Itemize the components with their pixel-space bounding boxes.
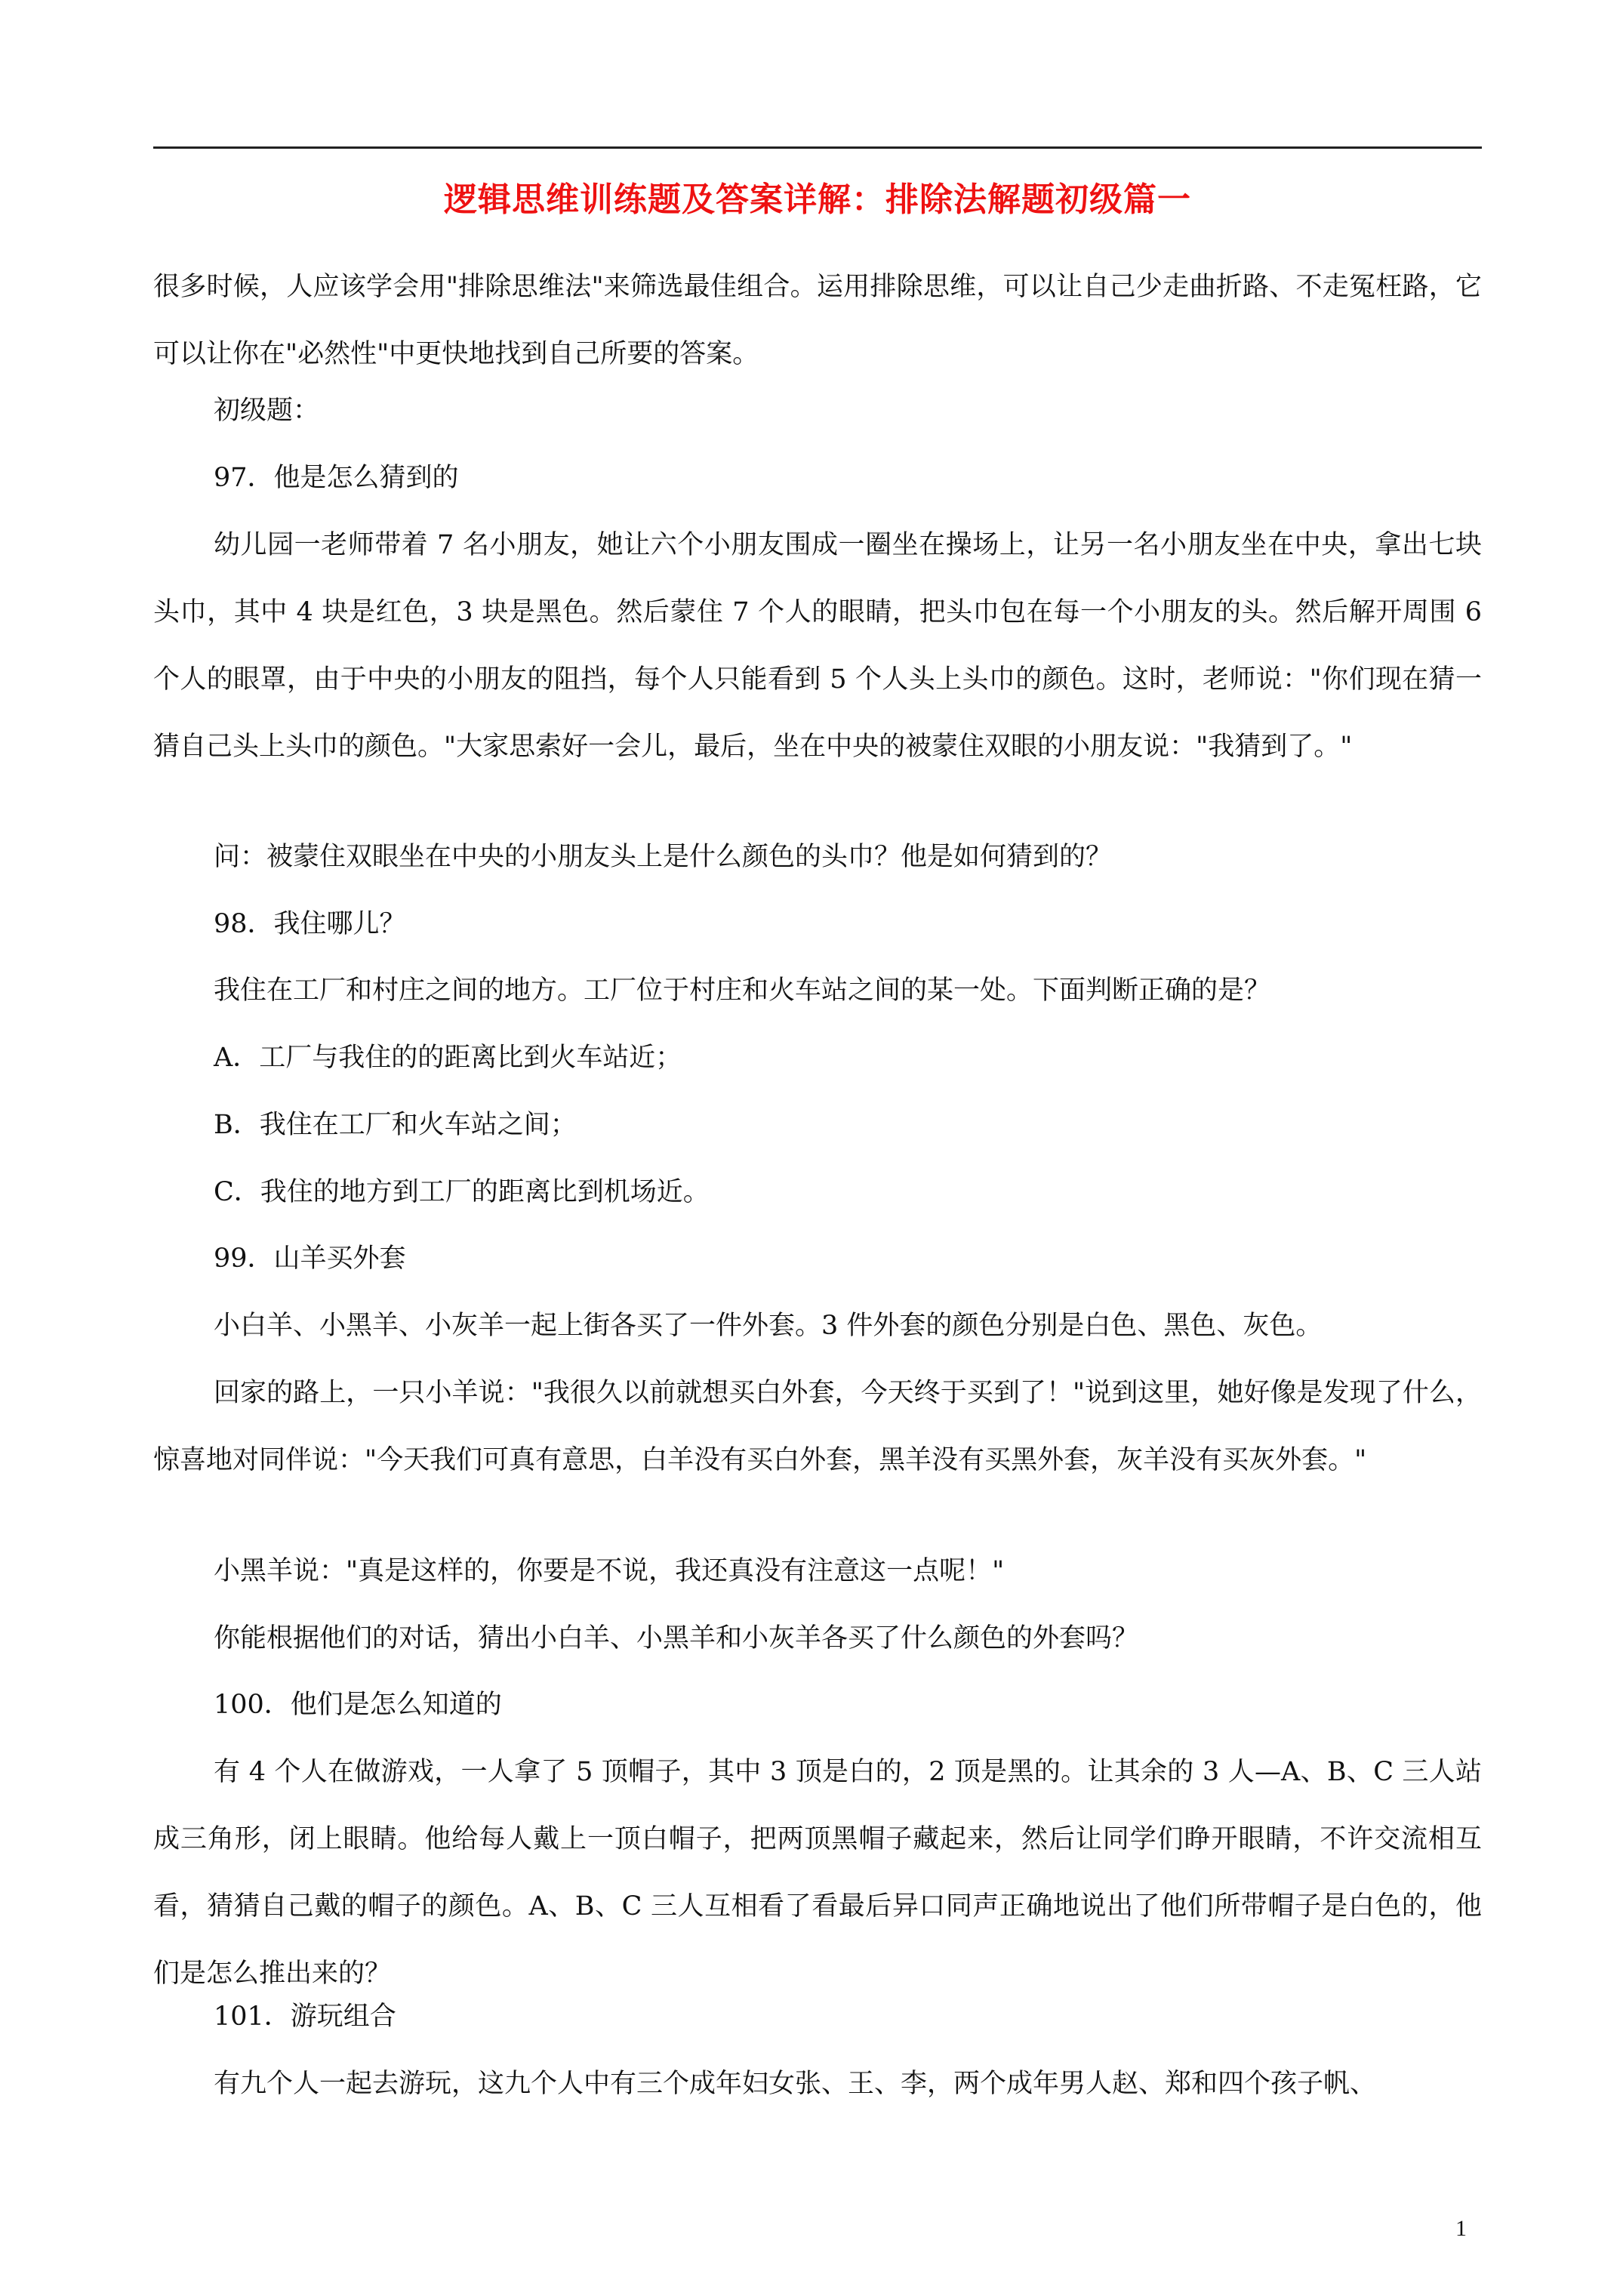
q98-option-a: A．工厂与我住的的距离比到火车站近； bbox=[214, 1043, 682, 1073]
header-rule bbox=[153, 146, 1482, 149]
q98-body: 我住在工厂和村庄之间的地方。工厂位于村庄和火车站之间的某一处。下面判断正确的是？ bbox=[214, 975, 1271, 1006]
q97-body: 幼儿园一老师带着 7 名小朋友，她让六个小朋友围成一圈坐在操场上，让另一名小朋友坐在中央，拿出七块头巾，其中 4 块是红色，3 块是黑色。然后蒙住 7 个人的眼睛，把头巾包在每一个小朋友的头。然后解开周围 6 个人的眼罩，由于中央的小朋友的阻挡，每个人只能看到 5 个人头上头巾的颜色。这时，老师说："你们现在猜一猜自己头上头巾的颜色。"大家思索好一会儿，最后，坐在中央的被蒙住双眼的小朋友说："我猜到了。" bbox=[153, 530, 1491, 762]
q98-heading: 98．我住哪儿？ bbox=[214, 909, 406, 939]
q98-option-c: C．我住的地方到工厂的距离比到机场近。 bbox=[214, 1177, 710, 1207]
q101-body: 有九个人一起去游玩，这九个人中有三个成年妇女张、王、李，两个成年男人赵、郑和四个孩子帆、 bbox=[214, 2069, 1377, 2099]
q99-body-2: 回家的路上，一只小羊说："我很久以前就想买白外套，今天终于买到了！"说到这里，她好像是发现了什么，惊喜地对同伴说："今天我们可真有意思，白羊没有买白外套，黑羊没有买黑外套，灰羊没有买灰外套。" bbox=[153, 1378, 1482, 1475]
intro-paragraph: 很多时候，人应该学会用"排除思维法"来筛选最佳组合。运用排除思维，可以让自己少走曲折路、不走冤枉路，它可以让你在"必然性"中更快地找到自己所要的答案。 bbox=[153, 272, 1482, 369]
q97-heading: 97．他是怎么猜到的 bbox=[214, 463, 459, 493]
q100-heading: 100．他们是怎么知道的 bbox=[214, 1690, 502, 1720]
q97-question: 问：被蒙住双眼坐在中央的小朋友头上是什么颜色的头巾？他是如何猜到的？ bbox=[214, 842, 1113, 872]
q98-option-b: B．我住在工厂和火车站之间； bbox=[214, 1110, 577, 1140]
page-number: 1 bbox=[1455, 2216, 1467, 2241]
q100-body: 有 4 个人在做游戏，一人拿了 5 顶帽子，其中 3 顶是白的，2 顶是黑的。让其余的 3 人—A、B、C 三人站成三角形，闭上眼睛。他给每人戴上一顶白帽子，把两顶黑帽子藏起来，然后让同学们睁开眼睛，不许交流相互看，猜猜自己戴的帽子的颜色。A、B、C 三人互相看了看最后异口同声正确地说出了他们所带帽子是白色的，他们是怎么推出来的？ bbox=[153, 1757, 1482, 1989]
level-label: 初级题： bbox=[214, 396, 320, 426]
q99-body-3: 小黑羊说："真是这样的，你要是不说，我还真没有注意这一点呢！" bbox=[214, 1556, 1005, 1586]
q101-heading: 101．游玩组合 bbox=[214, 2002, 396, 2032]
q99-question: 你能根据他们的对话，猜出小白羊、小黑羊和小灰羊各买了什么颜色的外套吗？ bbox=[214, 1623, 1139, 1653]
q99-body-1: 小白羊、小黑羊、小灰羊一起上街各买了一件外套。3 件外套的颜色分别是白色、黑色、灰色。 bbox=[214, 1311, 1323, 1341]
q99-heading: 99．山羊买外套 bbox=[214, 1244, 406, 1274]
page-title: 逻辑思维训练题及答案详解：排除法解题初级篇一 bbox=[444, 180, 1191, 219]
